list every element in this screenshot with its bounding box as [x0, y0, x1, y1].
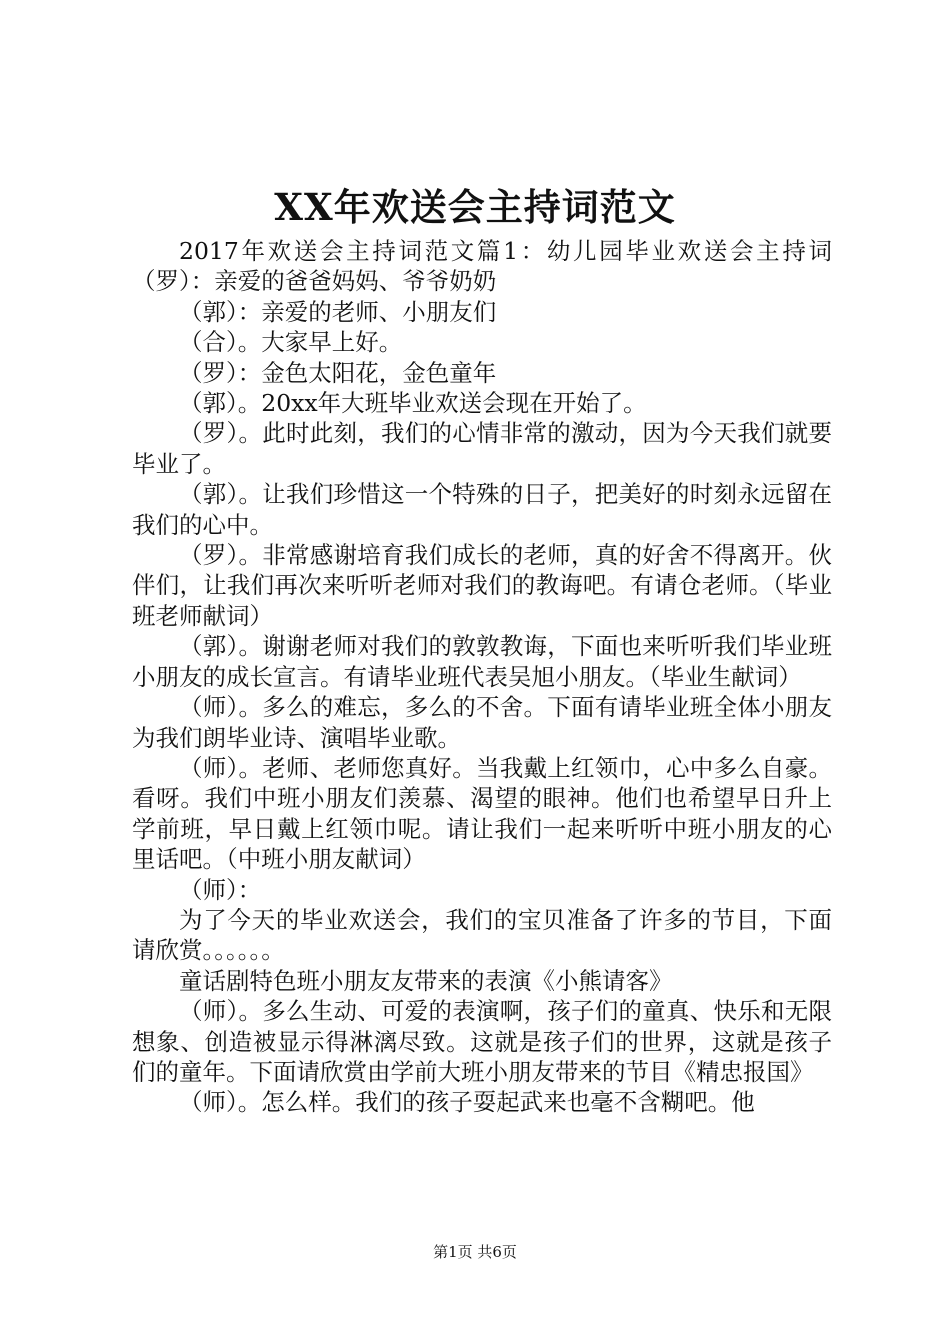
page-number-footer: 第1页 共6页: [433, 1243, 517, 1261]
paragraph: （罗）。此时此刻，我们的心情非常的激动，因为今天我们就要毕业了。: [132, 419, 832, 478]
document-title: XX年欢送会主持词范文: [274, 185, 676, 229]
paragraph: （罗）。非常感谢培育我们成长的老师，真的好舍不得离开。伙伴们，让我们再次来听听老师对我们的教诲吧。有请仓老师。（毕业班老师献词）: [132, 541, 832, 630]
paragraph: （合）。大家早上好。: [179, 328, 403, 357]
paragraph: （郭）。谢谢老师对我们的敦敦教诲，下面也来听听我们毕业班小朋友的成长宣言。有请毕业班代表吴旭小朋友。（毕业生献词）: [132, 632, 832, 691]
paragraph: （师）。怎么样。我们的孩子耍起武来也毫不含糊吧。他: [179, 1088, 755, 1117]
paragraph: （罗）：金色太阳花，金色童年: [179, 358, 497, 387]
paragraph: （师）。多么的难忘，多么的不舍。下面有请毕业班全体小朋友为我们朗毕业诗、演唱毕业歌。: [132, 693, 832, 752]
paragraph: （郭）：亲爱的老师、小朋友们: [179, 297, 497, 326]
paragraph: （师）。多么生动、可爱的表演啊，孩子们的童真、快乐和无限想象、创造被显示得淋漓尽致。这就是孩子们的世界，这就是孩子们的童年。下面请欣赏由学前大班小朋友带来的节目《精忠报国》: [132, 997, 832, 1086]
paragraph: 2017年欢送会主持词范文篇1：幼儿园毕业欢送会主持词（罗）：亲爱的爸爸妈妈、爷爷奶奶: [132, 237, 832, 296]
paragraph: （师）：: [179, 875, 262, 904]
paragraph: 为了今天的毕业欢送会，我们的宝贝准备了许多的节目，下面请欣赏。。。。。。: [132, 905, 832, 965]
paragraph: （郭）。让我们珍惜这一个特殊的日子，把美好的时刻永远留在我们的心中。: [132, 480, 832, 539]
paragraph: （郭）。20xx年大班毕业欢送会现在开始了。: [179, 389, 647, 418]
paragraph: （师）。老师、老师您真好。当我戴上红领巾，心中多么自豪。看呀。我们中班小朋友们羡慕、渴望的眼神。他们也希望早日升上学前班，早日戴上红领巾呢。请让我们一起来听听中班小朋友的心里话吧。（中班小朋友献词）: [132, 753, 832, 874]
document-body: [132, 236, 832, 1118]
paragraph: 童话剧特色班小朋友友带来的表演《小熊请客》: [179, 966, 673, 995]
